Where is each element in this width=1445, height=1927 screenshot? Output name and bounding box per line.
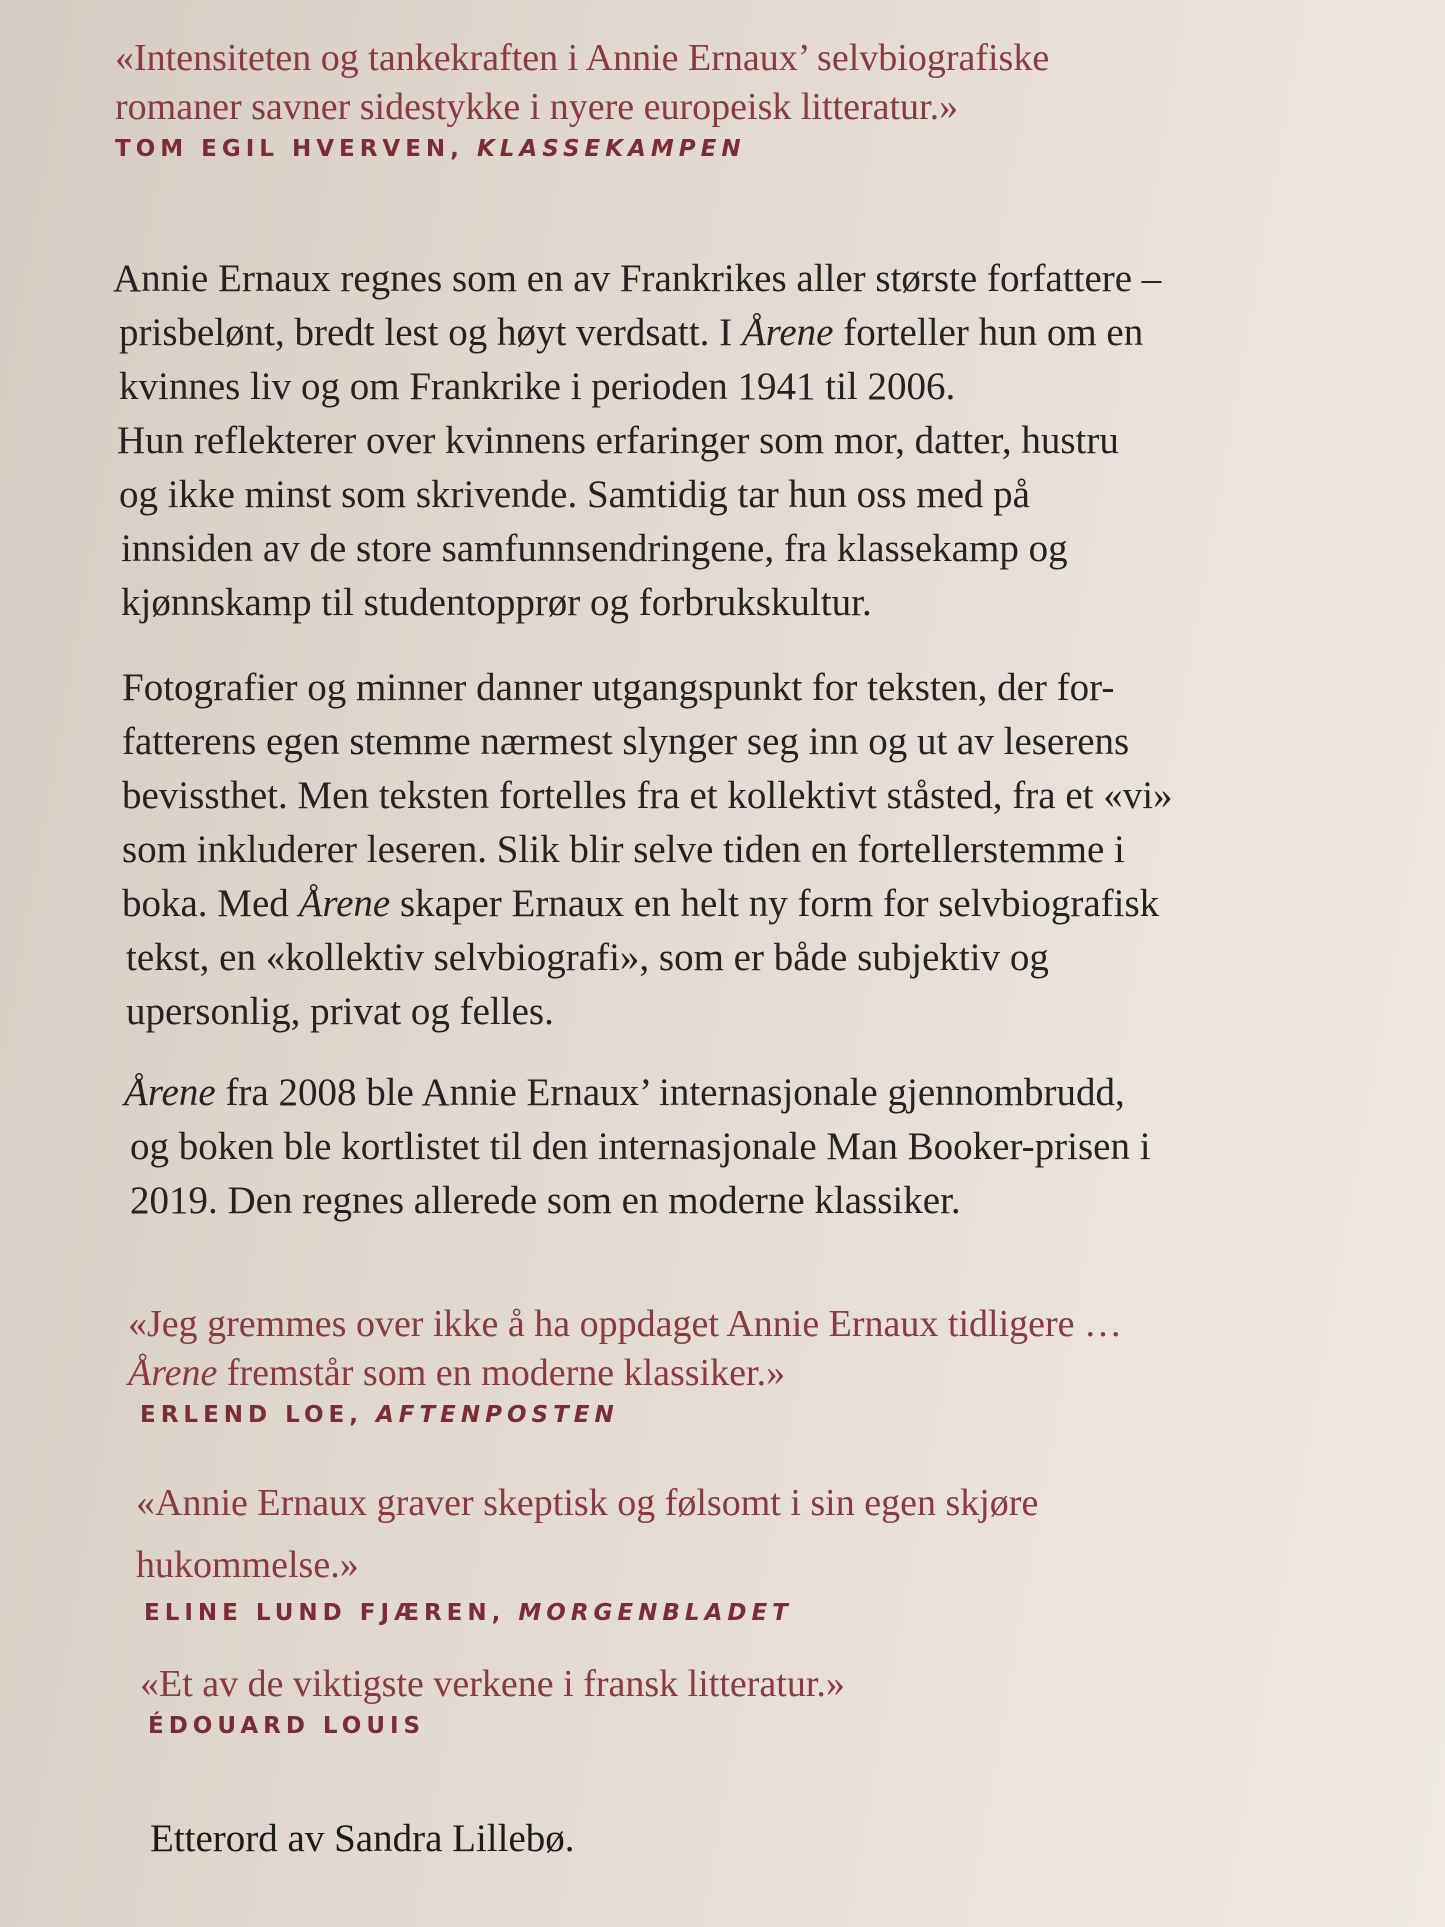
text-span: skaper Ernaux en helt ny form for selvbiografisk (390, 882, 1160, 925)
quote-line: romaner savner sidestykke i nyere europeisk litteratur.» (115, 86, 959, 128)
text-line: og ikke minst som skrivende. Samtidig tar hun oss med på (119, 473, 1030, 516)
text-line (122, 877, 1173, 931)
book-title: Årene (124, 1071, 216, 1114)
text-line: Annie Ernaux regnes som en av Frankrikes aller største forfattere – (113, 257, 1162, 300)
book-title: Årene (128, 1352, 218, 1394)
description-paragraph-2 (122, 661, 1173, 1039)
quote-line: «Annie Ernaux graver skeptisk og følsomt i sin egen skjøre (136, 1482, 1039, 1524)
text-span: prisbelønt, bredt lest og høyt verdsatt. I (119, 311, 742, 354)
text-line: Hun reflekterer over kvinnens erfaringer som mor, datter, hustru (117, 419, 1119, 462)
text-line: bevissthet. Men teksten fortelles fra et kollektivt ståsted, fra et «vi» (122, 774, 1173, 817)
description-paragraph-3 (124, 1066, 1151, 1228)
quote-line: hukommelse.» (136, 1544, 359, 1586)
text-span: fremstår som en moderne klassiker.» (217, 1352, 786, 1394)
text-line: og boken ble kortlistet til den internasjonale Man Booker-prisen i (130, 1125, 1151, 1168)
text-line: innsiden av de store samfunnsendringene, fra klassekamp og (121, 527, 1068, 570)
text-line: kjønnskamp til studentopprør og forbrukskultur. (121, 581, 872, 624)
text-span: forteller hun om en (833, 311, 1144, 354)
description-paragraph-1 (113, 252, 1161, 630)
text-line: tekst, en «kollektiv selvbiografi», som er både subjektiv og (126, 936, 1049, 979)
review-quote-2 (136, 1472, 1038, 1626)
text-span: fra 2008 ble Annie Ernaux’ internasjonale gjennombrudd, (215, 1071, 1125, 1114)
quote-text (140, 1660, 845, 1709)
quote-source: AFTENPOSTEN (375, 1402, 619, 1428)
quote-text (115, 34, 1049, 132)
quote-author: ÉDOUARD LOUIS (148, 1713, 426, 1739)
quote-line: «Jeg gremmes over ikke å ha oppdaget Annie Ernaux tidligere … (128, 1303, 1123, 1345)
text-line: som inkluderer leseren. Slik blir selve tiden en fortellerstemme i (122, 828, 1125, 871)
text-line: upersonlig, privat og felles. (126, 990, 554, 1033)
book-title: Årene (741, 311, 834, 354)
quote-attribution (144, 1600, 1038, 1626)
text-line (119, 306, 1161, 360)
quote-attribution (140, 1402, 1122, 1428)
quote-line (128, 1349, 1122, 1398)
quote-source: MORGENBLADET (518, 1600, 793, 1626)
quote-line: «Intensiteten og tankekraften i Annie Ernaux’ selvbiografiske (115, 37, 1050, 79)
quote-text (128, 1300, 1122, 1398)
quote-author: TOM EGIL HVERVEN, (115, 136, 477, 162)
text-line (124, 1066, 1151, 1120)
quote-source: KLASSEKAMPEN (476, 136, 746, 162)
text-line: 2019. Den regnes allerede som en moderne klassiker. (130, 1179, 961, 1222)
review-quote-top (115, 34, 1049, 162)
review-quote-1 (128, 1300, 1122, 1428)
book-title: Årene (298, 882, 391, 925)
quote-text (136, 1472, 1038, 1596)
quote-attribution (148, 1713, 845, 1739)
quote-attribution (115, 136, 1049, 162)
quote-line: «Et av de viktigste verkene i fransk litteratur.» (140, 1663, 845, 1705)
text-span: boka. Med (122, 882, 299, 925)
review-quote-3 (140, 1660, 845, 1739)
text-line: fatterens egen stemme nærmest slynger seg inn og ut av leserens (122, 720, 1130, 763)
quote-author: ERLEND LOE, (140, 1402, 376, 1428)
text-line: Fotografier og minner danner utgangspunkt for teksten, der for- (122, 666, 1115, 709)
afterword-credit: Etterord av Sandra Lillebø. (150, 1817, 575, 1860)
text-line: kvinnes liv og om Frankrike i perioden 1941 til 2006. (119, 365, 956, 408)
quote-author: ELINE LUND FJÆREN, (144, 1600, 519, 1626)
